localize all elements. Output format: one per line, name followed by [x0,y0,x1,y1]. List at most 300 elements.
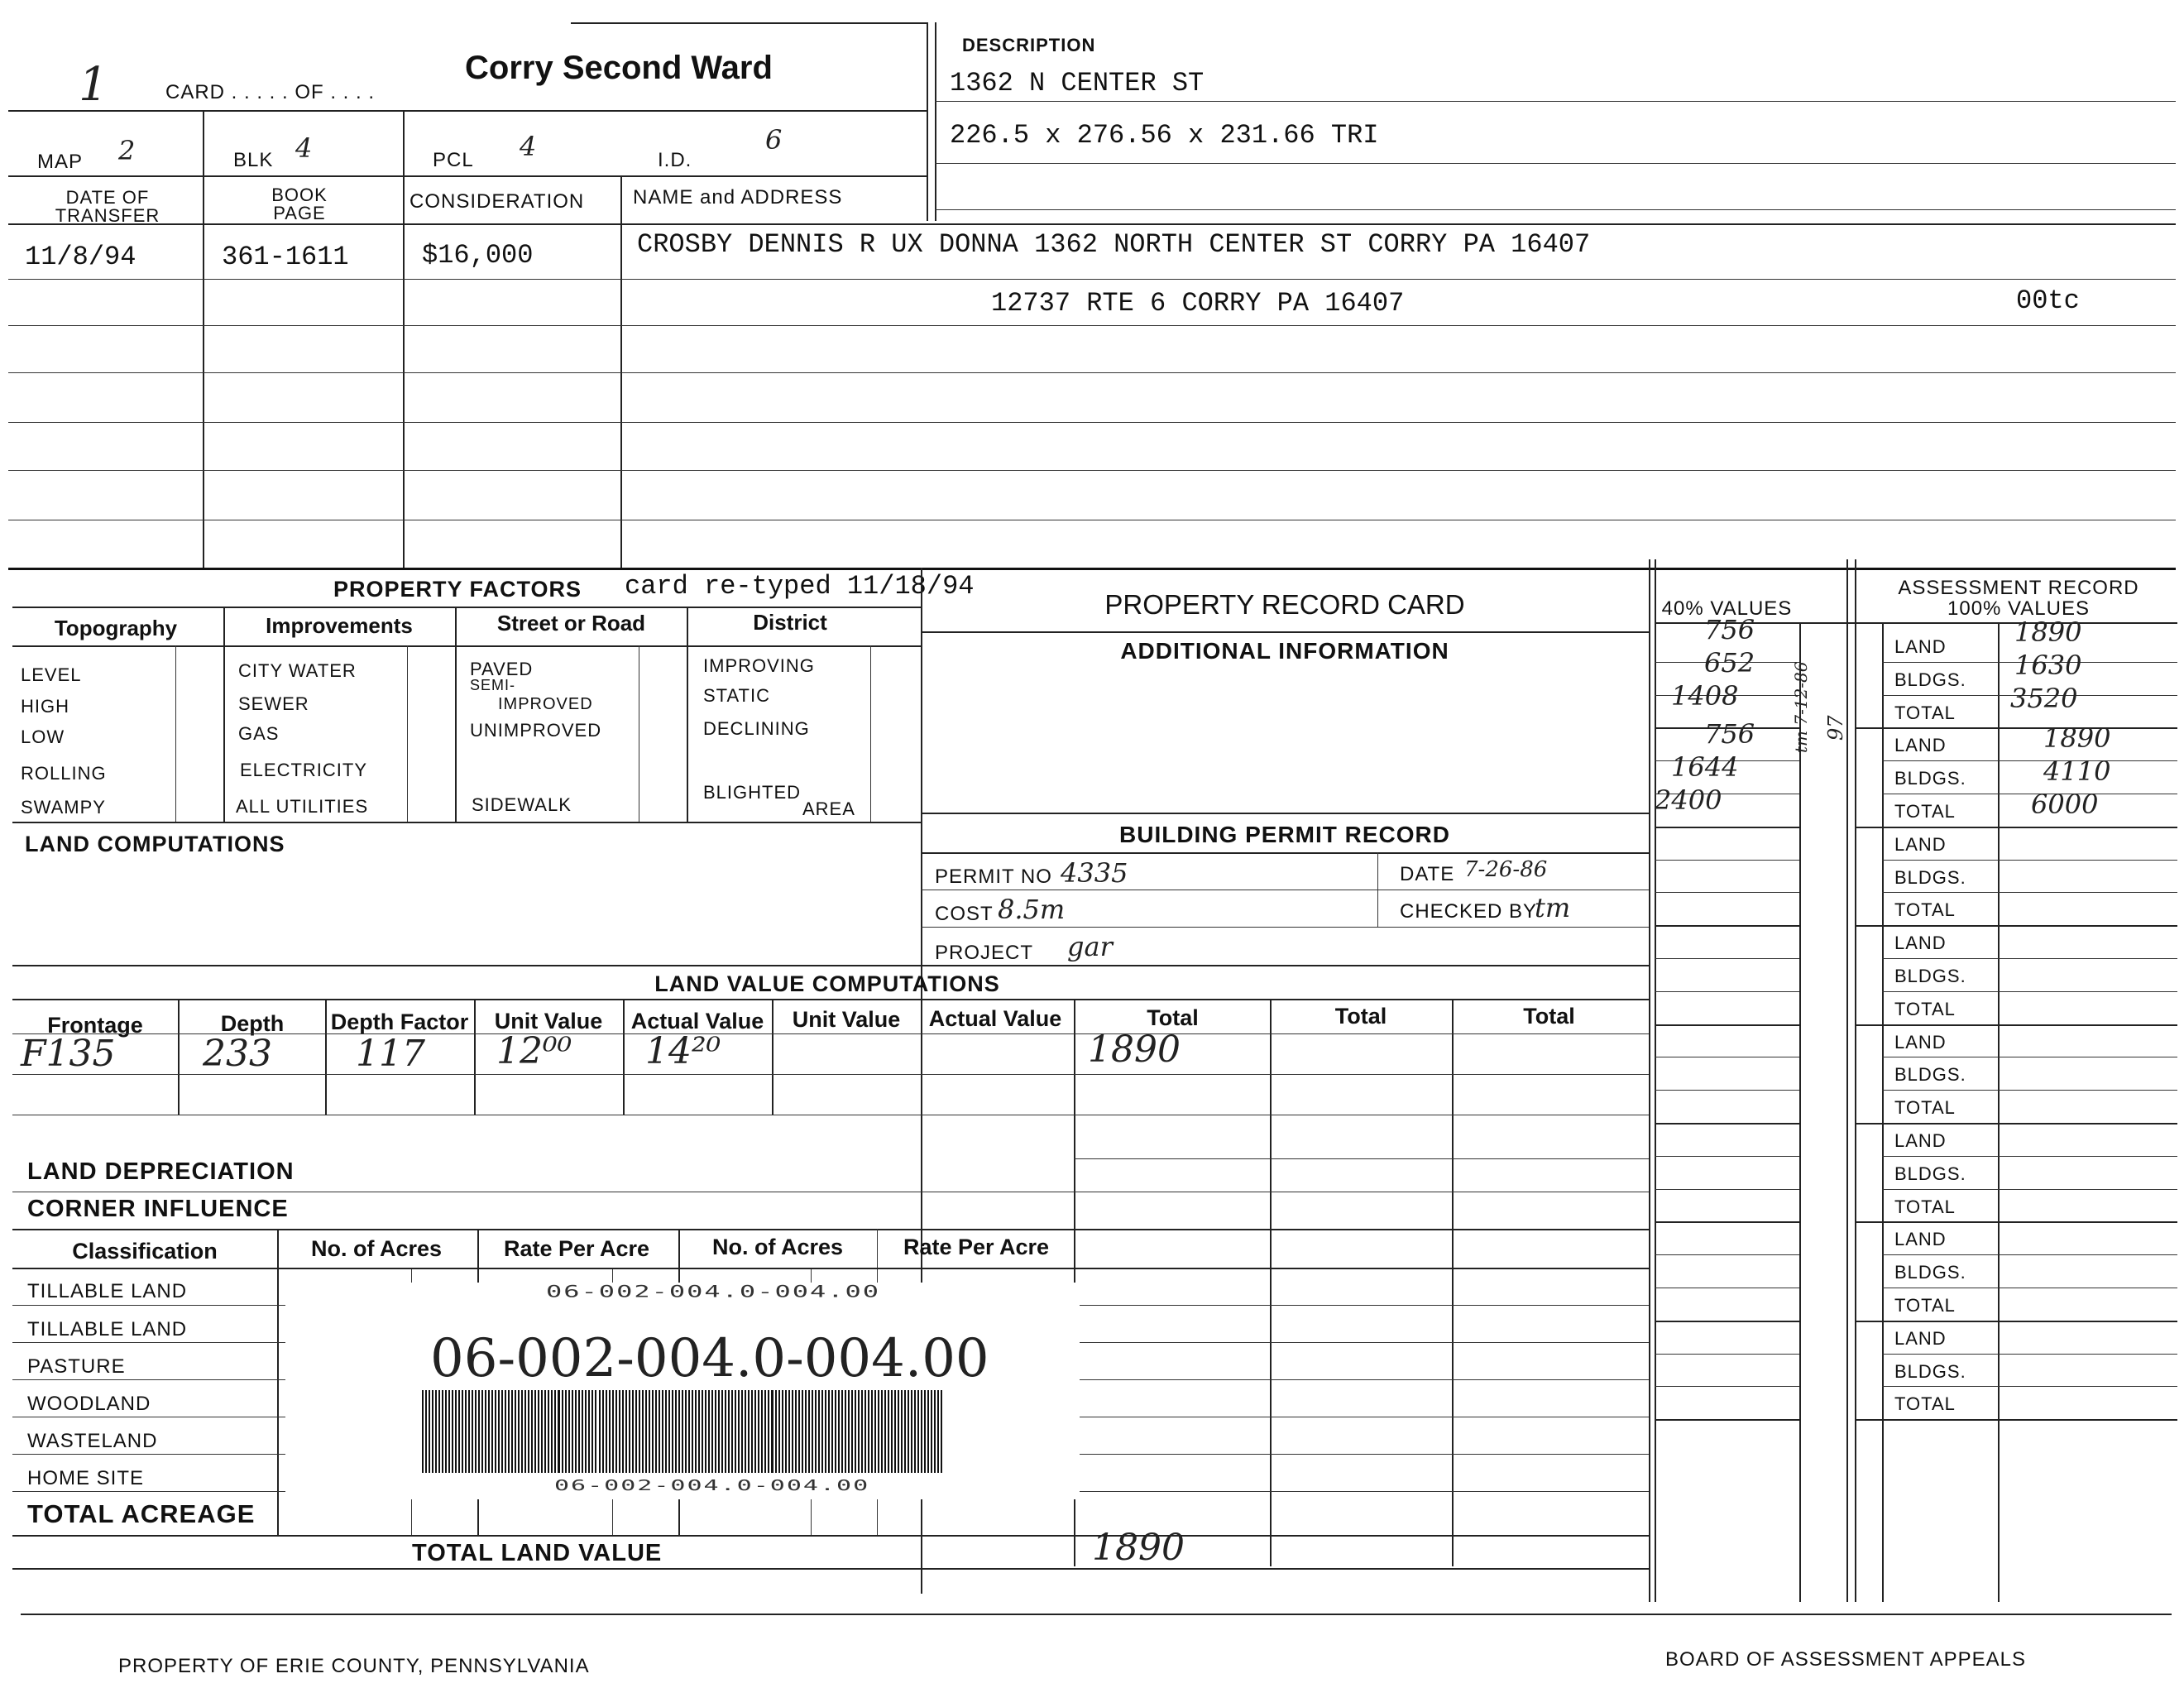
value40-side-note-2: 97 [1824,715,1847,741]
barcode-bar [702,1390,703,1473]
ward-title: Corry Second Ward [465,50,773,86]
id-value: 6 [765,124,783,156]
assessment-row-label: LAND [1894,933,1947,954]
blk-label: BLK [233,149,274,171]
permit-no-label: PERMIT NO [935,866,1052,888]
property-factors-title: PROPERTY FACTORS [333,577,582,602]
barcode-bar [521,1390,523,1473]
barcode-bar [524,1390,526,1473]
barcode-bar [721,1390,723,1473]
blk-value: 4 [295,132,313,164]
cost-value: 8.5m [998,894,1066,925]
barcode-bar [649,1390,650,1473]
barcode-bar [874,1390,876,1473]
barcode-bar [458,1390,460,1473]
transfer-name-line2: 12737 RTE 6 CORRY PA 16407 [991,288,1405,319]
assessment-row-label: LAND [1894,1031,1947,1053]
hdr-no-of-acres-2: No. of Acres [711,1235,844,1259]
pcl-label: PCL [433,149,474,171]
barcode-bar [764,1390,766,1473]
depth-value: 233 [203,1033,272,1075]
hdr-total-1: Total [1147,1005,1199,1030]
assessment-value-2: 3520 [2010,683,2078,714]
impr-city-water: CITY WATER [238,660,357,681]
barcode-bar [818,1390,820,1473]
barcode-bar [455,1390,457,1473]
barcode-bar [715,1390,716,1473]
barcode-bar [515,1390,516,1473]
district-improving: IMPROVING [703,655,815,676]
col-date-of-transfer: DATE OF TRANSFER [55,187,160,226]
barcode-bar [429,1390,430,1473]
barcode-bar [821,1390,823,1473]
barcode-bottom-text: 06-002-004.0-004.00 [554,1477,870,1494]
assessment-value-0: 1890 [2014,616,2082,648]
value40-4: 1644 [1671,751,1739,783]
barcode-bar [606,1390,607,1473]
impr-all-utilities: ALL UTILITIES [236,796,369,817]
barcode-bar [805,1390,807,1473]
topo-rolling: ROLLING [21,763,107,784]
barcode-bar [758,1390,759,1473]
barcode-bar [911,1390,912,1473]
barcode-bar [858,1390,860,1473]
hdr-total-3: Total [1523,1004,1575,1029]
barcode-bar [708,1390,710,1473]
barcode-bar [917,1390,919,1473]
barcode-bar [871,1390,873,1473]
barcode-bar [622,1390,624,1473]
class-tillable-land-2: TILLABLE LAND [27,1318,188,1340]
barcode-bar [685,1390,687,1473]
barcode-bar [828,1390,830,1473]
barcode-bar [491,1390,493,1473]
hdr-total-2: Total [1334,1004,1387,1029]
street-paved: PAVED [470,659,534,679]
barcode-bar [534,1390,536,1473]
barcode-bar [864,1390,866,1473]
assessment-value-1: 1630 [2014,650,2082,681]
class-woodland: WOODLAND [27,1393,151,1415]
barcode-bar [771,1390,774,1473]
barcode-bar [908,1390,909,1473]
barcode-bar [422,1390,424,1473]
impr-gas: GAS [238,723,280,744]
additional-information-label: ADDITIONAL INFORMATION [1120,638,1449,664]
barcode-bar [625,1390,627,1473]
hdr-topography: Topography [54,616,178,640]
building-permit-title: BUILDING PERMIT RECORD [1119,822,1450,847]
description-line1: 1362 N CENTER ST [950,68,1205,98]
hdr-actual-value-1: Actual Value [630,1009,764,1033]
barcode-bar [432,1390,433,1473]
assessment-row-label: BLDGS. [1894,768,1966,789]
assessment-row-label: TOTAL [1894,998,1956,1019]
id-label: I.D. [658,149,692,171]
barcode-bar [642,1390,644,1473]
barcode-bar [544,1390,546,1473]
barcode-bar [528,1390,529,1473]
assessment-row-label: LAND [1894,735,1947,756]
impr-sewer: SEWER [238,693,309,714]
barcode-bar [554,1390,556,1473]
barcode-bar [632,1390,634,1473]
permit-no-value: 4335 [1061,857,1128,889]
barcode-bar [501,1390,503,1473]
assessment-row-label: TOTAL [1894,1097,1956,1119]
barcode-bar [488,1390,490,1473]
barcode-bar [425,1390,427,1473]
barcode-bar [562,1390,563,1473]
barcode-bar [838,1390,840,1473]
barcode-bar [825,1390,826,1473]
barcode-bar [558,1390,560,1473]
barcode-top-text: 06-002-004.0-004.00 [546,1282,881,1302]
transfer-name-line1: CROSBY DENNIS R UX DONNA 1362 NORTH CENTER ST CORRY PA 16407 [637,229,1591,260]
barcode-bar [751,1390,753,1473]
barcode-sticker [285,1283,1080,1499]
barcode-bar [921,1390,922,1473]
value40-2: 1408 [1671,680,1739,712]
hdr-depth-factor: Depth Factor [330,1009,469,1034]
barcode-bar [442,1390,443,1473]
assessment-row-label: LAND [1894,1327,1947,1349]
actual-value-value: 14²⁰ [645,1030,721,1072]
barcode-bar [845,1390,846,1473]
assessment-row-label: BLDGS. [1894,866,1966,888]
barcode-bar [785,1390,787,1473]
barcode-bar [585,1390,587,1473]
barcode-bar [835,1390,836,1473]
barcode-bar [815,1390,817,1473]
barcode-bar [599,1390,601,1473]
barcode-bar [548,1390,549,1473]
barcode-bar [748,1390,750,1473]
barcode-bar [831,1390,833,1473]
topo-low: LOW [21,727,65,747]
assessment-row-label: LAND [1894,833,1947,855]
topo-level: LEVEL [21,664,82,685]
barcode-bar [855,1390,856,1473]
hdr-street-or-road: Street or Road [496,611,646,635]
barcode-bar [931,1390,932,1473]
barcode-bar [478,1390,480,1473]
assessment-row-label: LAND [1894,636,1947,657]
transfer-date: 11/8/94 [25,242,136,272]
barcode-bar [612,1390,614,1473]
checked-by-label: CHECKED BY [1400,900,1538,923]
land-computations-label: LAND COMPUTATIONS [25,832,285,856]
total-land-value-label: TOTAL LAND VALUE [412,1540,663,1566]
depth-factor-value: 117 [356,1033,425,1075]
checked-by-value: tm [1535,892,1571,923]
assessment-value-3: 1890 [2043,722,2111,754]
barcode-bar [741,1390,743,1473]
barcode-bar [438,1390,440,1473]
barcode-bar [692,1390,693,1473]
impr-electricity: ELECTRICITY [240,760,368,780]
barcode-bar [868,1390,869,1473]
col-name-address: NAME and ADDRESS [633,186,843,209]
assessment-record-label: ASSESSMENT RECORD [1898,577,2139,599]
barcode-bar [468,1390,470,1473]
barcode-bar [718,1390,720,1473]
project-label: PROJECT [935,942,1034,964]
transfer-book-page: 361-1611 [222,242,349,272]
hdr-rate-per-acre-2: Rate Per Acre [903,1235,1050,1259]
record-card-title: PROPERTY RECORD CARD [1104,589,1465,620]
barcode-bar [731,1390,733,1473]
barcode-bar [904,1390,906,1473]
hdr-improvements: Improvements [266,613,413,638]
barcode-bar [518,1390,520,1473]
class-home-site: HOME SITE [27,1467,145,1489]
barcode-bar [898,1390,899,1473]
barcode-bar [495,1390,496,1473]
value40-3: 756 [1704,718,1755,750]
street-improved: IMPROVED [498,695,593,713]
barcode-bar [602,1390,604,1473]
barcode-bar [572,1390,573,1473]
barcode-bar [745,1390,746,1473]
transfer-code: 00tc [2016,285,2080,316]
barcode-bar [768,1390,769,1473]
barcode-bar [924,1390,926,1473]
barcode-bar [582,1390,583,1473]
hdr-classification: Classification [72,1239,218,1264]
barcode-bar [531,1390,533,1473]
assessment-row-label: TOTAL [1894,1295,1956,1316]
district-blighted: BLIGHTED [703,782,802,803]
topo-swampy: SWAMPY [21,797,106,818]
hdr-actual-value-2: Actual Value [928,1006,1062,1031]
barcode-bar [452,1390,453,1473]
barcode-bar [485,1390,486,1473]
barcode-bar [878,1390,879,1473]
barcode-bar [659,1390,660,1473]
project-value: gar [1067,931,1113,962]
barcode-bar [668,1390,670,1473]
card-of-label: CARD . . . . . OF . . . . [165,81,376,103]
barcode-bar [841,1390,843,1473]
cost-label: COST [935,903,994,925]
barcode-bar [941,1390,942,1473]
barcode-bar [588,1390,590,1473]
barcode-bar [448,1390,450,1473]
barcode-bar [672,1390,673,1473]
land-depreciation-label: LAND DEPRECIATION [27,1158,295,1185]
barcode-bar [735,1390,736,1473]
barcode-bar [568,1390,570,1473]
barcode-bar [725,1390,726,1473]
barcode-bar [445,1390,447,1473]
barcode-bar [848,1390,850,1473]
value40-5: 2400 [1655,784,1722,816]
barcode-bar [705,1390,706,1473]
barcode-bar [609,1390,611,1473]
land-value-computations-title: LAND VALUE COMPUTATIONS [654,971,1000,996]
barcode-bar [861,1390,863,1473]
district-declining: DECLINING [703,718,810,739]
assessment-row-label: BLDGS. [1894,1360,1966,1382]
barcode-bar [498,1390,500,1473]
barcode-bar [565,1390,567,1473]
barcode-bar [619,1390,620,1473]
assessment-row-label: LAND [1894,1229,1947,1250]
barcode-bar [505,1390,506,1473]
frontage-value: F135 [21,1033,116,1075]
barcode-bar [578,1390,580,1473]
barcode-bar [538,1390,539,1473]
barcode-bar [711,1390,713,1473]
barcode-bar [511,1390,513,1473]
topo-high: HIGH [21,696,69,717]
total-land-value: 1890 [1092,1527,1185,1569]
barcode-bar [782,1390,783,1473]
barcode-bar [662,1390,663,1473]
assessment-row-label: TOTAL [1894,1196,1956,1217]
district-area: AREA [802,798,855,819]
barcode-bar [678,1390,680,1473]
barcode-bar [695,1390,697,1473]
footer-right: BOARD OF ASSESSMENT APPEALS [1665,1648,2027,1671]
barcode-bar [798,1390,800,1473]
hdr-district: District [753,610,827,635]
land-total-value: 1890 [1088,1029,1181,1071]
barcode-bar [508,1390,510,1473]
value40-side-note: tm 7-12-86 [1791,661,1811,753]
corner-influence-label: CORNER INFLUENCE [27,1196,289,1222]
barcode-bar [761,1390,763,1473]
assessment-100-label: 100% VALUES [1947,597,2090,620]
barcode-bar [635,1390,637,1473]
barcode-bar [615,1390,617,1473]
assessment-row-label: BLDGS. [1894,1262,1966,1283]
class-tillable-land-1: TILLABLE LAND [27,1280,188,1302]
pcl-value: 4 [520,131,537,162]
barcode-bar [881,1390,883,1473]
transfer-consideration: $16,000 [422,240,534,271]
barcode-bar [629,1390,630,1473]
permit-date-value: 7-26-86 [1464,857,1548,882]
barcode-bar [808,1390,810,1473]
barcode-bar [698,1390,700,1473]
value40-1: 652 [1704,647,1755,679]
hdr-depth: Depth [220,1011,285,1036]
barcode-bar [475,1390,477,1473]
assessment-row-label: LAND [1894,1130,1947,1151]
hdr-unit-value-1: Unit Value [494,1009,603,1033]
barcode-bar [884,1390,886,1473]
assessment-row-label: TOTAL [1894,1393,1956,1415]
barcode-bar [481,1390,483,1473]
barcode-bar [888,1390,889,1473]
barcode-bar [682,1390,683,1473]
barcode-bar [462,1390,463,1473]
total-acreage-label: TOTAL ACREAGE [27,1499,256,1528]
barcode-bar [812,1390,813,1473]
barcode-bar [754,1390,756,1473]
map-label: MAP [37,151,84,173]
barcode-bar [575,1390,577,1473]
permit-date-label: DATE [1400,863,1455,885]
forty-percent-label: 40% VALUES [1661,597,1793,620]
barcode-bar [778,1390,780,1473]
barcode-bar [592,1390,593,1473]
barcode-bar [795,1390,797,1473]
barcode-bar [738,1390,740,1473]
assessment-row-label: TOTAL [1894,899,1956,921]
barcode-bar [792,1390,793,1473]
assessment-row-label: BLDGS. [1894,1163,1966,1184]
barcode-bar [675,1390,677,1473]
barcode-bar [645,1390,647,1473]
barcode-bar [541,1390,543,1473]
barcode-bar [688,1390,690,1473]
col-book-page: BOOK PAGE [271,185,328,223]
barcode-bar [788,1390,790,1473]
class-wasteland: WASTELAND [27,1430,158,1452]
hdr-unit-value-2: Unit Value [792,1007,901,1032]
footer-left: PROPERTY OF ERIE COUNTY, PENNSYLVANIA [118,1655,590,1677]
barcode-handwritten-number: 06-002-004.0-004.00 [430,1328,989,1389]
hdr-no-of-acres-1: No. of Acres [310,1236,443,1261]
barcode-bar [901,1390,903,1473]
barcode-bar [802,1390,803,1473]
assessment-value-4: 4110 [2043,755,2111,787]
street-sidewalk: SIDEWALK [472,794,572,815]
map-value: 2 [118,135,136,166]
assessment-row-label: BLDGS. [1894,669,1966,690]
barcode-bar [551,1390,553,1473]
assessment-row-label: BLDGS. [1894,1064,1966,1086]
street-unimproved: UNIMPROVED [470,720,602,741]
value40-0: 756 [1704,614,1755,645]
district-static: STATIC [703,685,770,706]
barcode-bar [851,1390,853,1473]
assessment-value-5: 6000 [2031,789,2099,820]
card-number-handwritten: 1 [79,58,108,112]
barcode-bar [639,1390,640,1473]
hdr-rate-per-acre-1: Rate Per Acre [503,1236,650,1261]
barcode-bar [914,1390,916,1473]
barcode-bar [937,1390,939,1473]
assessment-row-label: TOTAL [1894,702,1956,723]
barcode-bar [655,1390,657,1473]
description-line2: 226.5 x 276.56 x 231.66 TRI [950,120,1379,151]
barcode-bar [927,1390,929,1473]
unit-value-value: 12⁰⁰ [496,1030,572,1072]
assessment-row-label: BLDGS. [1894,966,1966,986]
col-consideration: CONSIDERATION [410,190,585,213]
barcode-bar [728,1390,730,1473]
barcode-bar [652,1390,654,1473]
street-semi: SEMI- [470,677,516,693]
description-label: DESCRIPTION [962,35,1096,55]
barcode-bar [595,1390,596,1473]
barcode-bar [465,1390,467,1473]
assessment-row-label: TOTAL [1894,801,1956,822]
hdr-frontage: Frontage [47,1013,143,1038]
class-pasture: PASTURE [27,1355,126,1378]
barcode-bar [934,1390,936,1473]
barcode-bar [472,1390,473,1473]
barcode-bar [891,1390,893,1473]
barcode-bar [775,1390,777,1473]
barcode-bar [894,1390,896,1473]
retyped-note: card re-typed 11/18/94 [625,571,975,602]
barcode-bar [665,1390,667,1473]
